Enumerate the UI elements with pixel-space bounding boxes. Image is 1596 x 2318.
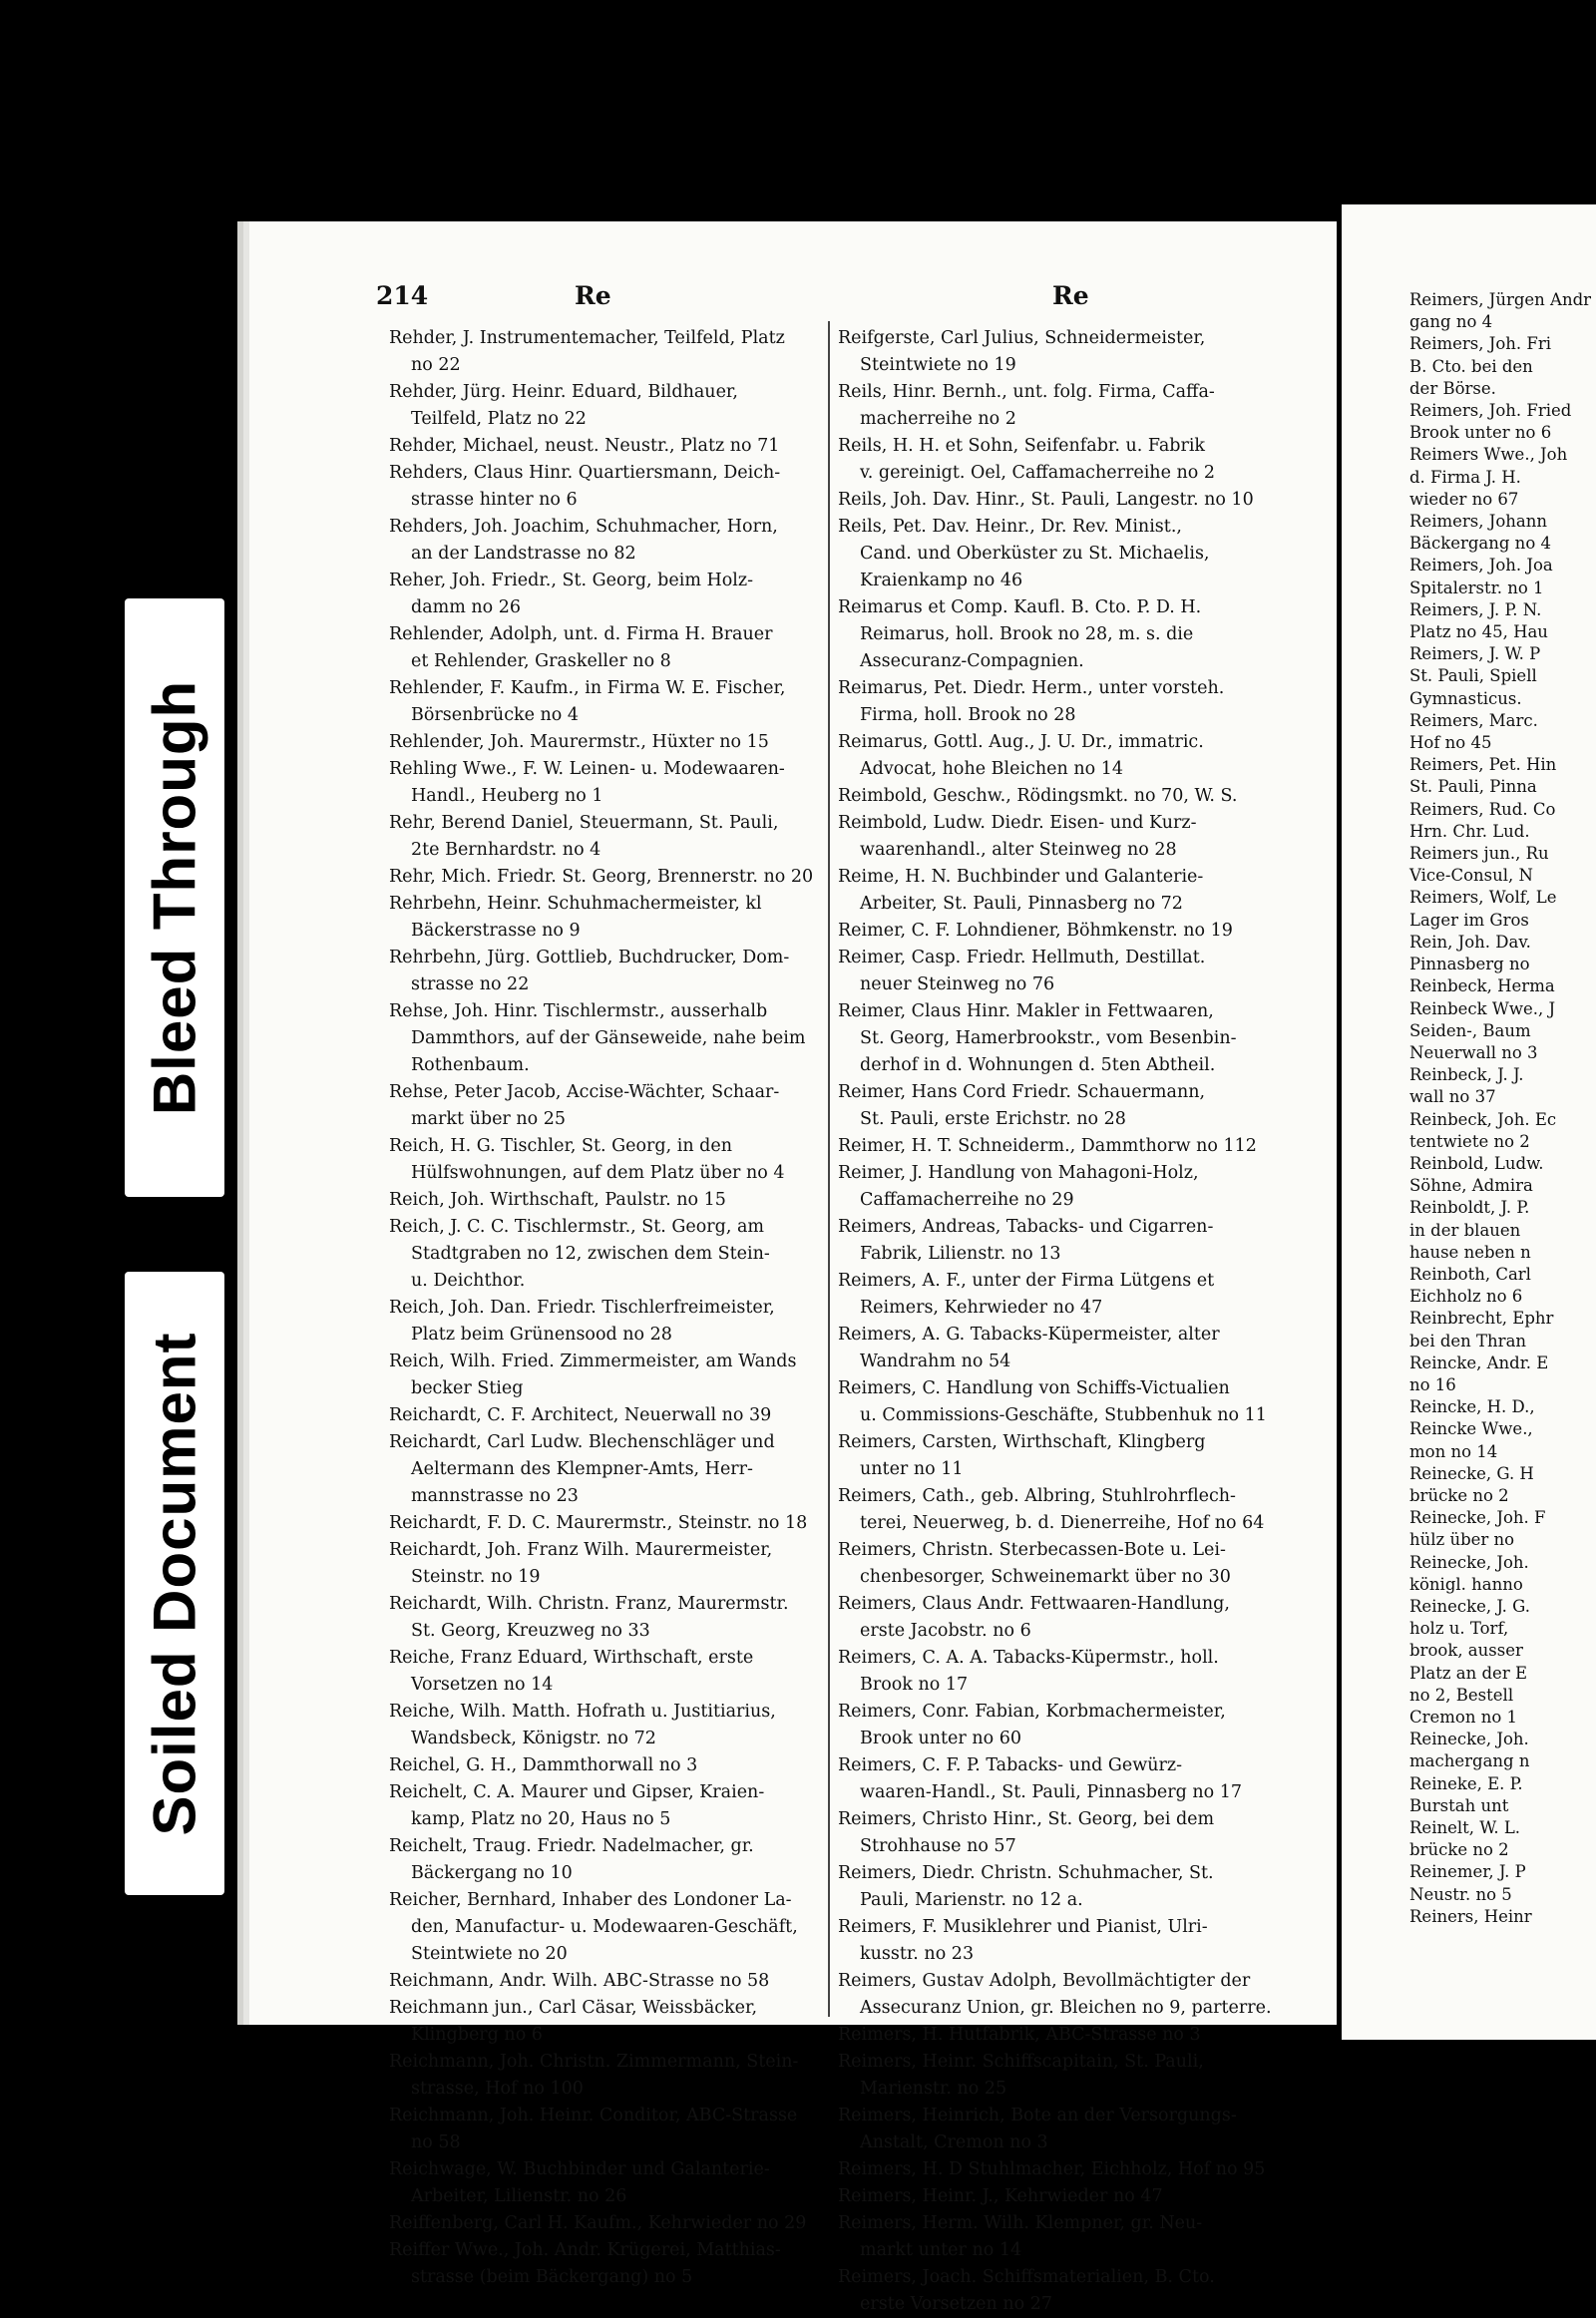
- fragment-line: Reinemer, J. P: [1409, 1862, 1526, 1882]
- fragment-line: Rein, Joh. Dav.: [1409, 932, 1531, 952]
- fragment-line: tentwiete no 2: [1409, 1131, 1530, 1151]
- entry-continuation: Handl., Heuberg no 1: [411, 786, 603, 806]
- entry-continuation: Strohhause no 57: [860, 1836, 1016, 1856]
- bleed-through-label: Bleed Through: [125, 598, 224, 1197]
- entry-line: Reicher, Bernhard, Inhaber des Londoner La-: [389, 1890, 792, 1910]
- entry-line: Rehrbehn, Heinr. Schuhmachermeister, kl: [389, 894, 762, 914]
- entry-line: Reichmann, Joh. Heinr. Conditor, ABC-Strasse: [389, 2106, 798, 2125]
- directory-page: [249, 221, 1337, 2314]
- entry-line: Reichel, G. H., Dammthorwall no 3: [389, 1755, 698, 1775]
- entry-continuation: Cand. und Oberküster zu St. Michaelis,: [860, 544, 1210, 564]
- entry-line: Reimer, J. Handlung von Mahagoni-Holz,: [838, 1163, 1199, 1183]
- entry-line: Rehse, Joh. Hinr. Tischlermstr., ausserhalb: [389, 1001, 768, 1021]
- entry-line: Reimer, C. F. Lohndiener, Böhmkenstr. no 19: [838, 921, 1233, 941]
- entry-continuation: Teilfeld, Platz no 22: [411, 409, 587, 429]
- fragment-line: Söhne, Admira: [1409, 1176, 1533, 1196]
- fragment-line: Neuerwall no 3: [1409, 1042, 1538, 1062]
- entry-continuation: Bäckergang no 10: [411, 1863, 573, 1883]
- fragment-line: Reiners, Heinr: [1409, 1906, 1532, 1926]
- entry-continuation: strasse (beim Bäckergang) no 5: [411, 2267, 693, 2287]
- entry-continuation: den, Manufactur- u. Modewaaren-Geschäft,: [411, 1917, 798, 1937]
- entry-line: Reimer, Casp. Friedr. Hellmuth, Destillat.: [838, 948, 1206, 967]
- fragment-line: Cremon no 1: [1409, 1708, 1518, 1727]
- entry-continuation: u. Commissions-Geschäfte, Stubbenhuk no 11: [860, 1405, 1267, 1425]
- fragment-line: Hrn. Chr. Lud.: [1409, 821, 1530, 841]
- fragment-line: königl. hanno: [1409, 1574, 1523, 1594]
- fragment-line: der Börse.: [1409, 378, 1496, 398]
- entry-line: Reichardt, Wilh. Christn. Franz, Maurermstr.: [389, 1594, 789, 1614]
- entry-line: Reimarus, Pet. Diedr. Herm., unter vorsteh.: [838, 678, 1225, 698]
- fragment-line: hause neben n: [1409, 1242, 1531, 1262]
- entry-line: Rehr, Berend Daniel, Steuermann, St. Pauli,: [389, 813, 779, 833]
- fragment-line: B. Cto. bei den: [1409, 356, 1533, 376]
- entry-continuation: Reimarus, holl. Brook no 28, m. s. die: [860, 624, 1194, 644]
- entry-line: Reils, Pet. Dav. Heinr., Dr. Rev. Minist.,: [838, 517, 1182, 537]
- fragment-line: Reinecke, Joh. F: [1409, 1508, 1546, 1528]
- fragment-line: Reinboldt, J. P.: [1409, 1198, 1530, 1218]
- entry-continuation: St. Georg, Kreuzweg no 33: [411, 1621, 650, 1641]
- fragment-line: Reinboth, Carl: [1409, 1264, 1531, 1284]
- entry-continuation: neuer Steinweg no 76: [860, 974, 1055, 994]
- entry-continuation: waaren-Handl., St. Pauli, Pinnasberg no 17: [860, 1782, 1243, 1802]
- entry-line: Rehders, Claus Hinr. Quartiersmann, Deich-: [389, 463, 781, 483]
- entry-continuation: Reimers, Kehrwieder no 47: [860, 1298, 1103, 1318]
- fragment-line: Reimers, Marc.: [1409, 710, 1538, 730]
- entry-continuation: strasse, Hof no 100: [411, 2079, 584, 2099]
- fragment-line: Reinelt, W. L.: [1409, 1818, 1521, 1838]
- fragment-line: Reinbeck, J. J.: [1409, 1065, 1524, 1085]
- fragment-line: Lager im Gros: [1409, 910, 1529, 930]
- entry-line: Reimbold, Geschw., Rödingsmkt. no 70, W. S.: [838, 786, 1238, 806]
- entry-continuation: Arbeiter, St. Pauli, Pinnasberg no 72: [860, 894, 1183, 914]
- fragment-line: Reincke, Andr. E: [1409, 1352, 1549, 1372]
- entry-line: Reils, Joh. Dav. Hinr., St. Pauli, Langestr. no 10: [838, 490, 1254, 510]
- entry-line: Reimers, Heinrich, Bote an der Versorgungs-: [838, 2106, 1237, 2125]
- fragment-line: Neustr. no 5: [1409, 1884, 1512, 1904]
- entry-line: Reichmann jun., Carl Cäsar, Weissbäcker,: [389, 1998, 758, 2018]
- entry-continuation: erste Jacobstr. no 6: [860, 1621, 1031, 1641]
- entry-line: Reichelt, Traug. Friedr. Nadelmacher, gr.: [389, 1836, 754, 1856]
- next-page-column: [1342, 204, 1596, 1928]
- fragment-line: Reinecke, G. H: [1409, 1463, 1534, 1483]
- entry-line: Reichmann, Andr. Wilh. ABC-Strasse no 58: [389, 1971, 770, 1991]
- entry-continuation: Steintwiete no 19: [860, 355, 1016, 375]
- entry-line: Reimers, F. Musiklehrer und Pianist, Ulri-: [838, 1917, 1208, 1937]
- entry-line: Reimers, Carsten, Wirthschaft, Klingberg: [838, 1432, 1206, 1452]
- entry-continuation: v. gereinigt. Oel, Caffamacherreihe no 2: [860, 463, 1215, 483]
- entry-continuation: et Rehlender, Graskeller no 8: [411, 651, 671, 671]
- next-page: [1342, 204, 1596, 2040]
- entry-line: Reimers, Christn. Sterbecassen-Bote u. Lei-: [838, 1540, 1226, 1560]
- entry-line: Rehrbehn, Jürg. Gottlieb, Buchdrucker, Dom-: [389, 948, 790, 967]
- fragment-line: Hof no 45: [1409, 733, 1492, 753]
- fragment-line: Reinbeck, Herma: [1409, 976, 1555, 996]
- entry-line: Reher, Joh. Friedr., St. Georg, beim Holz-: [389, 571, 754, 590]
- entry-continuation: an der Landstrasse no 82: [411, 544, 636, 564]
- entry-line: Reimers, Heinr. Schiffscapitain, St. Pauli,: [838, 2052, 1204, 2072]
- entry-line: Reimers, Heinr. J., Kehrwieder no 47: [838, 2186, 1163, 2206]
- page-number: 214: [376, 281, 429, 310]
- entry-line: Reichwage, W. Buchbinder und Galanterie-: [389, 2159, 770, 2179]
- entry-line: Reimers, A. G. Tabacks-Küpermeister, alter: [838, 1325, 1220, 1345]
- entry-line: Reiffenberg, Carl H. Kaufm., Kehrwieder no 29: [389, 2213, 807, 2233]
- entry-line: Reils, Hinr. Bernh., unt. folg. Firma, Caffa-: [838, 382, 1215, 402]
- entry-line: Reimer, Claus Hinr. Makler in Fettwaaren,: [838, 1001, 1214, 1021]
- entry-continuation: Brook unter no 60: [860, 1729, 1021, 1748]
- fragment-line: Reimers, Joh. Fried: [1409, 401, 1572, 421]
- entry-line: Rehder, J. Instrumentemacher, Teilfeld, Platz: [389, 328, 785, 348]
- column-divider: [828, 321, 830, 2017]
- fragment-line: Gymnasticus.: [1409, 688, 1522, 708]
- entry-continuation: St. Pauli, erste Erichstr. no 28: [860, 1109, 1126, 1129]
- fragment-line: Reimers, Rud. Co: [1409, 799, 1556, 819]
- fragment-line: Spitalerstr. no 1: [1409, 578, 1544, 597]
- entry-continuation: mannstrasse no 23: [411, 1486, 579, 1506]
- entry-line: Reimers, Diedr. Christn. Schuhmacher, St.: [838, 1863, 1214, 1883]
- page-head-left: Re: [575, 281, 611, 310]
- entry-line: Rehlender, F. Kaufm., in Firma W. E. Fischer,: [389, 678, 786, 698]
- entry-line: Reimers, C. A. A. Tabacks-Küpermstr., holl.: [838, 1648, 1219, 1668]
- fragment-line: Reimers, Joh. Fri: [1409, 334, 1551, 354]
- page-head-right: Re: [1052, 281, 1089, 310]
- fragment-line: Platz an der E: [1409, 1663, 1527, 1683]
- entry-line: Reichmann, Joh. Christn. Zimmermann, Stein-: [389, 2052, 799, 2072]
- fragment-line: Vice-Consul, N: [1409, 866, 1533, 886]
- entry-line: Reimers, Cath., geb. Albring, Stuhlrohrflech-: [838, 1486, 1236, 1506]
- fragment-line: Reinbrecht, Ephr: [1409, 1309, 1554, 1329]
- entry-line: Rehder, Jürg. Heinr. Eduard, Bildhauer,: [389, 382, 738, 402]
- entry-continuation: Kraienkamp no 46: [860, 571, 1023, 590]
- entry-continuation: Wandrahm no 54: [860, 1352, 1011, 1371]
- entry-continuation: Advocat, hohe Bleichen no 14: [860, 759, 1123, 779]
- entry-continuation: Steintwiete no 20: [411, 1944, 568, 1964]
- fragment-line: wall no 37: [1409, 1087, 1496, 1107]
- entry-continuation: u. Deichthor.: [411, 1271, 526, 1291]
- fragment-line: Reinecke, Joh.: [1409, 1552, 1529, 1572]
- entry-continuation: Brook no 17: [860, 1675, 969, 1695]
- fragment-line: mon no 14: [1409, 1441, 1498, 1461]
- entry-line: Reich, H. G. Tischler, St. Georg, in den: [389, 1136, 733, 1156]
- fragment-line: Reinbold, Ludw.: [1409, 1153, 1544, 1173]
- entry-line: Reimers, Herm. Wilh. Klempner, gr. Neu-: [838, 2213, 1203, 2233]
- entry-line: Rehders, Joh. Joachim, Schuhmacher, Horn,: [389, 517, 778, 537]
- entry-continuation: Fabrik, Lilienstr. no 13: [860, 1244, 1061, 1264]
- entry-line: Reifgerste, Carl Julius, Schneidermeister,: [838, 328, 1206, 348]
- entry-line: Reimers, C. Handlung von Schiffs-Victualien: [838, 1378, 1230, 1398]
- fragment-line: brücke no 2: [1409, 1840, 1509, 1860]
- entry-continuation: kamp, Platz no 20, Haus no 5: [411, 1809, 671, 1829]
- entry-continuation: kusstr. no 23: [860, 1944, 975, 1964]
- entry-line: Reimarus, Gottl. Aug., J. U. Dr., immatric.: [838, 732, 1204, 752]
- fragment-line: holz u. Torf,: [1409, 1619, 1509, 1639]
- entry-line: Reimer, H. T. Schneiderm., Dammthorw no 112: [838, 1136, 1257, 1156]
- fragment-line: wieder no 67: [1409, 489, 1519, 509]
- soiled-document-label: Soiled Document: [125, 1272, 224, 1895]
- entry-line: Reichardt, Joh. Franz Wilh. Maurermeister,: [389, 1540, 773, 1560]
- fragment-line: Reimers, Joh. Joa: [1409, 556, 1553, 576]
- entry-line: Reimbold, Ludw. Diedr. Eisen- und Kurz-: [838, 813, 1197, 833]
- entry-line: Reimers, H. D Stuhlmacher, Eichholz, Hof no 95: [838, 2159, 1266, 2179]
- entry-continuation: terei, Neuerweg, b. d. Dienerreihe, Hof no 64: [860, 1513, 1265, 1533]
- entry-line: Reiffer Wwe., Joh. Andr. Krügerei, Matthias-: [389, 2240, 781, 2260]
- fragment-line: Reineke, E. P.: [1409, 1773, 1523, 1793]
- entry-line: Reimers, H. Hutfabrik, ABC-Strasse no 3: [838, 2025, 1201, 2045]
- entry-continuation: waarenhandl., alter Steinweg no 28: [860, 840, 1177, 860]
- entry-continuation: derhof in d. Wohnungen d. 5ten Abtheil.: [860, 1055, 1216, 1075]
- entry-continuation: Platz beim Grünensood no 28: [411, 1325, 672, 1345]
- entry-continuation: erste Vorsetzen no 27: [860, 2294, 1053, 2314]
- fragment-line: St. Pauli, Pinna: [1409, 777, 1537, 797]
- fragment-line: Reimers, Johann: [1409, 512, 1547, 532]
- fragment-line: Brook unter no 6: [1409, 423, 1552, 443]
- entry-continuation: Assecuranz Union, gr. Bleichen no 9, parterre.: [860, 1998, 1272, 2018]
- entry-continuation: Steinstr. no 19: [411, 1567, 541, 1587]
- fragment-line: Reinecke, J. G.: [1409, 1596, 1531, 1616]
- entry-continuation: Dammthors, auf der Gänseweide, nahe beim: [411, 1028, 806, 1048]
- entry-continuation: no 22: [411, 355, 461, 375]
- fragment-line: St. Pauli, Spiell: [1409, 666, 1537, 686]
- entry-continuation: becker Stieg: [411, 1378, 524, 1398]
- entry-line: Rehse, Peter Jacob, Accise-Wächter, Schaar-: [389, 1082, 780, 1102]
- entry-line: Rehr, Mich. Friedr. St. Georg, Brennerstr. no 20: [389, 867, 814, 887]
- entry-continuation: Caffamacherreihe no 29: [860, 1190, 1074, 1210]
- entry-line: Reimers, Conr. Fabian, Korbmachermeister,: [838, 1702, 1226, 1722]
- fragment-line: gang no 4: [1409, 312, 1493, 332]
- fragment-line: Reinbeck, Joh. Ec: [1409, 1109, 1557, 1129]
- fragment-line: bei den Thran: [1409, 1331, 1527, 1351]
- fragment-line: machergang n: [1409, 1751, 1530, 1771]
- entry-continuation: Stadtgraben no 12, zwischen dem Stein-: [411, 1244, 770, 1264]
- entry-continuation: markt über no 25: [411, 1109, 566, 1129]
- entry-line: Reimers, Claus Andr. Fettwaaren-Handlung,: [838, 1594, 1230, 1614]
- entry-line: Reimer, Hans Cord Friedr. Schauermann,: [838, 1082, 1206, 1102]
- entry-continuation: Marienstr. no 25: [860, 2079, 1007, 2099]
- fragment-line: Reincke, H. D.,: [1409, 1397, 1535, 1417]
- fragment-line: Bäckergang no 4: [1409, 534, 1551, 554]
- entry-line: Rehder, Michael, neust. Neustr., Platz no 71: [389, 436, 780, 456]
- entry-line: Reimers, Andreas, Tabacks- und Cigarren-: [838, 1217, 1214, 1237]
- entry-line: Reils, H. H. et Sohn, Seifenfabr. u. Fabrik: [838, 436, 1206, 456]
- entry-continuation: strasse no 22: [411, 974, 530, 994]
- entry-continuation: Anstalt, Cremon no 3: [860, 2132, 1048, 2152]
- fragment-line: Reincke Wwe.,: [1409, 1419, 1533, 1439]
- fragment-line: hülz über no: [1409, 1530, 1515, 1550]
- entry-continuation: Wandsbeck, Königstr. no 72: [411, 1729, 656, 1748]
- entry-continuation: Bäckerstrasse no 9: [411, 921, 581, 941]
- entry-continuation: Klingberg no 6: [411, 2025, 543, 2045]
- fragment-line: Reimers jun., Ru: [1409, 844, 1549, 864]
- entry-continuation: Vorsetzen no 14: [411, 1675, 554, 1695]
- entry-continuation: chenbesorger, Schweinemarkt über no 30: [860, 1567, 1231, 1587]
- entry-continuation: Hülfswohnungen, auf dem Platz über no 4: [411, 1163, 785, 1183]
- entry-line: Reiche, Franz Eduard, Wirthschaft, erste: [389, 1648, 754, 1668]
- entry-continuation: Börsenbrücke no 4: [411, 705, 580, 725]
- entry-continuation: damm no 26: [411, 597, 522, 617]
- entry-line: Reichardt, F. D. C. Maurermstr., Steinstr. no 18: [389, 1513, 808, 1533]
- entry-continuation: Aeltermann des Klempner-Amts, Herr-: [411, 1459, 753, 1479]
- entry-continuation: Rothenbaum.: [411, 1055, 530, 1075]
- fragment-line: Pinnasberg no: [1409, 955, 1530, 974]
- entry-line: Reich, Joh. Wirthschaft, Paulstr. no 15: [389, 1190, 726, 1210]
- entry-line: Reimers, Gustav Adolph, Bevollmächtigter der: [838, 1971, 1251, 1991]
- entry-line: Reimers, Joach. Schiffsmaterialien, B. Cto.: [838, 2267, 1215, 2287]
- fragment-line: Reinecke, Joh.: [1409, 1730, 1529, 1749]
- fragment-line: Platz no 45, Hau: [1409, 622, 1548, 642]
- left-column: [389, 325, 828, 2291]
- entry-line: Reichardt, Carl Ludw. Blechenschläger und: [389, 1432, 775, 1452]
- fragment-line: brücke no 2: [1409, 1485, 1509, 1505]
- entry-line: Rehlender, Joh. Maurermstr., Hüxter no 15: [389, 732, 769, 752]
- entry-continuation: no 58: [411, 2132, 461, 2152]
- fragment-line: Reimers, J. W. P: [1409, 644, 1541, 664]
- entry-line: Reimers, A. F., unter der Firma Lütgens et: [838, 1271, 1215, 1291]
- entry-line: Reich, Wilh. Fried. Zimmermeister, am Wands: [389, 1352, 797, 1371]
- fragment-line: Reimers, Wolf, Le: [1409, 888, 1557, 908]
- right-column: [838, 325, 1327, 2318]
- fragment-line: Reimers, Jürgen Andr: [1409, 290, 1592, 309]
- fragment-line: brook, ausser: [1409, 1641, 1523, 1661]
- entry-line: Reich, Joh. Dan. Friedr. Tischlerfreimeister,: [389, 1298, 775, 1318]
- entry-line: Reichelt, C. A. Maurer und Gipser, Kraien-: [389, 1782, 765, 1802]
- fragment-line: Burstah unt: [1409, 1795, 1509, 1815]
- entry-continuation: 2te Bernhardstr. no 4: [411, 840, 601, 860]
- entry-line: Reimarus et Comp. Kaufl. B. Cto. P. D. H.: [838, 597, 1202, 617]
- fragment-line: Reinbeck Wwe., J: [1409, 998, 1556, 1018]
- entry-continuation: Firma, holl. Brook no 28: [860, 705, 1076, 725]
- entry-line: Reimers, Christo Hinr., St. Georg, bei dem: [838, 1809, 1215, 1829]
- entry-line: Reime, H. N. Buchbinder und Galanterie-: [838, 867, 1204, 887]
- fragment-line: d. Firma J. H.: [1409, 467, 1521, 487]
- entry-continuation: Arbeiter, Lilienstr. no 26: [411, 2186, 627, 2206]
- entry-line: Reimers, C. F. P. Tabacks- und Gewürz-: [838, 1755, 1182, 1775]
- entry-continuation: Assecuranz-Compagnien.: [860, 651, 1084, 671]
- entry-line: Rehling Wwe., F. W. Leinen- u. Modewaaren-: [389, 759, 785, 779]
- fragment-line: Reimers, Pet. Hin: [1409, 755, 1557, 775]
- entry-continuation: St. Georg, Hamerbrookstr., vom Besenbin-: [860, 1028, 1237, 1048]
- fragment-line: Seiden-, Baum: [1409, 1020, 1531, 1040]
- entry-line: Reiche, Wilh. Matth. Hofrath u. Justitiarius,: [389, 1702, 776, 1722]
- entry-line: Reich, J. C. C. Tischlermstr., St. Georg, am: [389, 1217, 765, 1237]
- entry-line: Reichardt, C. F. Architect, Neuerwall no 39: [389, 1405, 772, 1425]
- entry-continuation: Pauli, Marienstr. no 12 a.: [860, 1890, 1083, 1910]
- entry-continuation: macherreihe no 2: [860, 409, 1016, 429]
- fragment-line: Reimers, J. P. N.: [1409, 599, 1542, 619]
- entry-line: Rehlender, Adolph, unt. d. Firma H. Brauer: [389, 624, 773, 644]
- fragment-line: Reimers Wwe., Joh: [1409, 445, 1568, 465]
- fragment-line: no 2, Bestell: [1409, 1685, 1514, 1705]
- entry-continuation: unter no 11: [860, 1459, 964, 1479]
- entry-continuation: strasse hinter no 6: [411, 490, 578, 510]
- fragment-line: in der blauen: [1409, 1220, 1521, 1240]
- fragment-line: no 16: [1409, 1374, 1456, 1394]
- entry-continuation: markt unter no 14: [860, 2240, 1022, 2260]
- fragment-line: Eichholz no 6: [1409, 1287, 1523, 1307]
